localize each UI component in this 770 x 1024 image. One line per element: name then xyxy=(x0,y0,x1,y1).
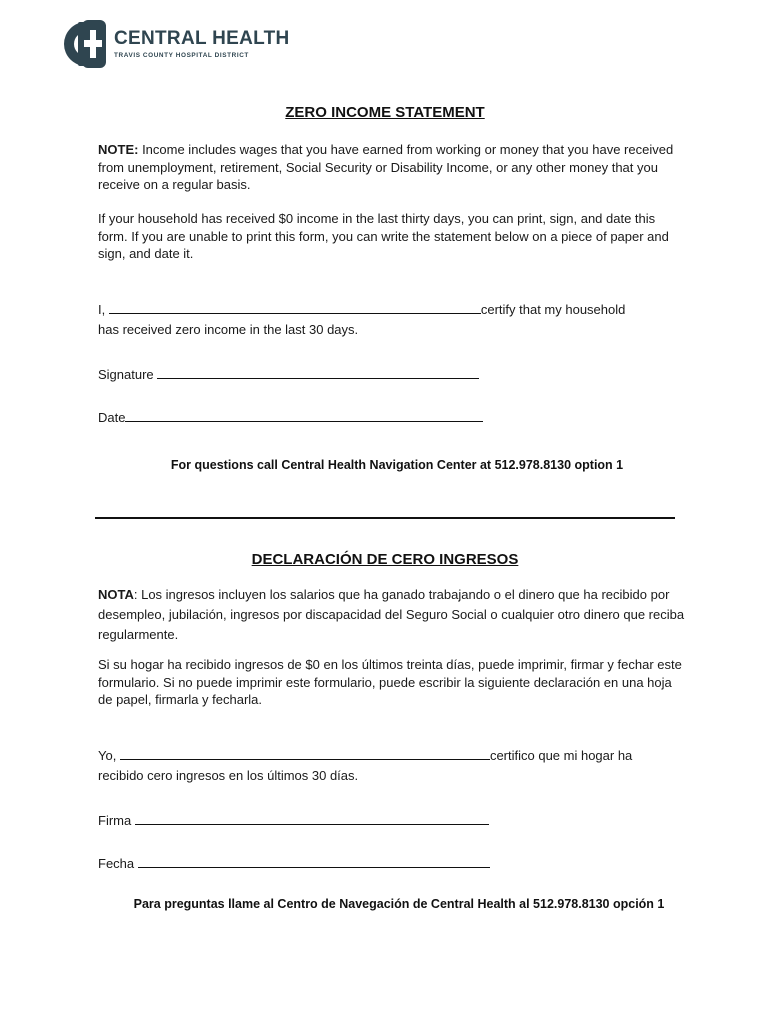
english-signature-row xyxy=(98,366,479,382)
english-date-row xyxy=(98,409,483,425)
spanish-signature-row xyxy=(98,812,489,828)
spanish-note xyxy=(98,585,688,645)
note-text: Income includes wages that you have earned from working or money that you have received from unemployment, retirement, Social Security or Disability Income, or any other money that you receive on a regular basis. xyxy=(98,142,674,192)
signature-field[interactable] xyxy=(157,366,479,379)
spanish-title: DECLARACIÓN DE CERO INGRESOS xyxy=(251,551,519,568)
spanish-footer: Para preguntas llame al Centro de Navegación de Central Health al 512.978.8130 opción 1 xyxy=(133,897,665,911)
date-field[interactable] xyxy=(125,409,483,422)
english-title: ZERO INCOME STATEMENT xyxy=(285,104,485,121)
nota-text: : Los ingresos incluyen los salarios que ha ganado trabajando o el dinero que ha recibido por desempleo, jubilación, ingresos por discapacidad del Seguro Social o cualquier otro dinero que reciba regularmente. xyxy=(98,587,685,642)
certify-suffix-es: certifico que mi hogar ha xyxy=(489,748,633,763)
section-divider xyxy=(95,517,675,519)
nombre-field[interactable] xyxy=(120,747,490,760)
nota-label: NOTA xyxy=(98,587,134,602)
org-subtitle: TRAVIS COUNTY HOSPITAL DISTRICT xyxy=(114,52,249,59)
fecha-label: Fecha xyxy=(98,856,138,871)
date-label: Date xyxy=(98,410,126,425)
org-name: CENTRAL HEALTH xyxy=(114,28,290,49)
signature-label: Signature xyxy=(98,367,158,382)
certify-suffix: certify that my household xyxy=(480,302,626,317)
english-note xyxy=(98,141,688,194)
english-certify-line2: has received zero income in the last 30 days. xyxy=(98,322,359,337)
firma-label: Firma xyxy=(98,813,135,828)
spanish-instructions: Si su hogar ha recibido ingresos de $0 en los últimos treinta días, puede imprimir, firmar y fechar este formulario. Si no puede imprimir este formulario, puede escribir la siguiente declaración en una hoja de papel, firmarla y fecharla. xyxy=(98,657,682,707)
spanish-date-row xyxy=(98,855,490,871)
central-health-logo xyxy=(62,20,290,68)
spanish-certify-line2: recibido cero ingresos en los últimos 30 días. xyxy=(98,768,359,783)
name-field[interactable] xyxy=(109,301,481,314)
fecha-field[interactable] xyxy=(138,855,490,868)
spanish-certify-row xyxy=(98,747,632,763)
firma-field[interactable] xyxy=(135,812,489,825)
note-label: NOTE: xyxy=(98,142,139,157)
certify-prefix: I, xyxy=(98,302,109,317)
english-instructions: If your household has received $0 income in the last thirty days, you can print, sign, and date this form. If you are unable to print this form, you can write the statement below on a piece of paper and sign, and date it. xyxy=(98,211,669,261)
english-certify-row xyxy=(98,301,625,317)
central-health-cross-icon xyxy=(62,20,106,68)
english-footer: For questions call Central Health Navigation Center at 512.978.8130 option 1 xyxy=(170,458,624,472)
certify-prefix-es: Yo, xyxy=(98,748,120,763)
